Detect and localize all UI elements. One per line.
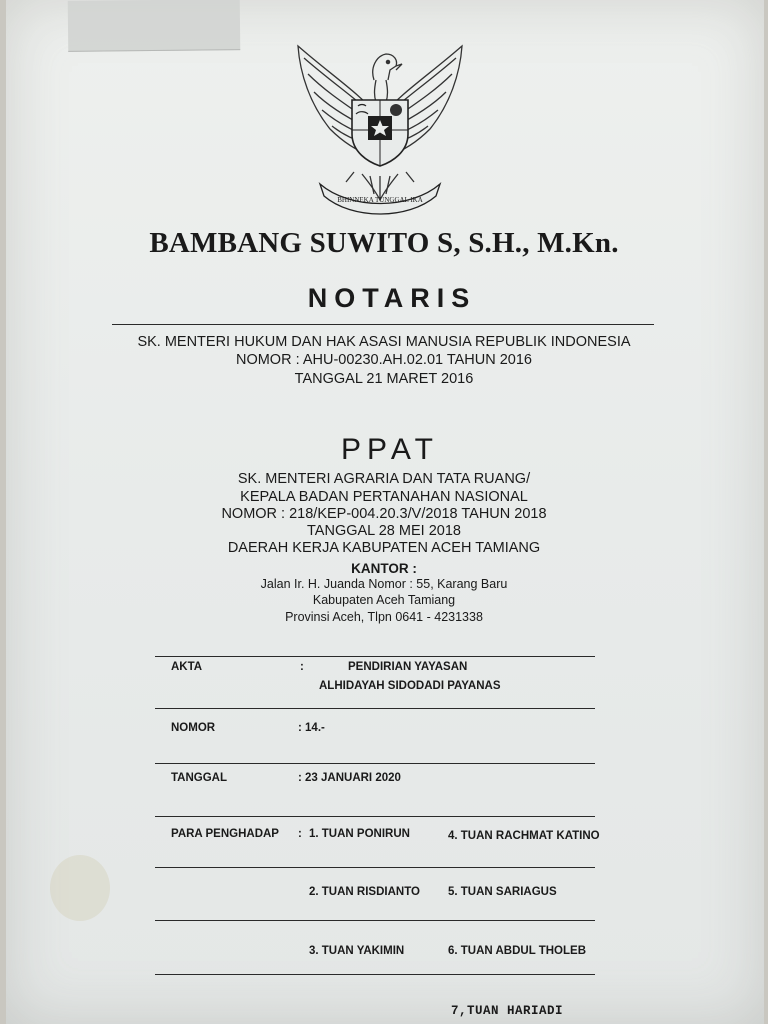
kantor-label: KANTOR : (351, 561, 417, 576)
table-rule (155, 816, 595, 817)
table-rule (155, 974, 595, 975)
garuda-emblem-icon (290, 34, 470, 216)
tape-strip (68, 0, 241, 52)
ppat-line1: SK. MENTERI AGRARIA DAN TATA RUANG/ (237, 471, 531, 487)
notaris-sk-line2: NOMOR : AHU-00230.AH.02.01 TAHUN 2016 (235, 352, 533, 368)
penghadap-colon: : (298, 828, 302, 840)
notaris-title: NOTARIS (307, 283, 477, 313)
penghadap-item-typed: 7,TUAN HARIADI (451, 1004, 564, 1018)
table-rule (155, 656, 595, 657)
penghadap-label: PARA PENGHADAP (171, 828, 279, 840)
ppat-line3: NOMOR : 218/KEP-004.20.3/V/2018 TAHUN 2018 (221, 506, 547, 522)
table-rule (155, 708, 595, 709)
notaris-sk-line1: SK. MENTERI HUKUM DAN HAK ASASI MANUSIA REPUBLIK INDONESIA (137, 334, 631, 350)
penghadap-item: 1. TUAN PONIRUN (309, 828, 410, 840)
kantor-address-line1: Jalan Ir. H. Juanda Nomor : 55, Karang Baru (260, 577, 508, 591)
table-rule (155, 763, 595, 764)
tanggal-label: TANGGAL (171, 772, 228, 784)
nomor-label: NOMOR (171, 722, 216, 734)
penghadap-item: 2. TUAN RISDIANTO (309, 886, 420, 898)
akta-value-line2: ALHIDAYAH SIDODADI PAYANAS (319, 680, 501, 692)
tanggal-value: : 23 JANUARI 2020 (298, 772, 401, 784)
penghadap-item: 6. TUAN ABDUL THOLEB (448, 945, 586, 957)
table-rule (155, 920, 595, 921)
notaris-sk-line3: TANGGAL 21 MARET 2016 (294, 371, 474, 387)
akta-colon: : (300, 661, 304, 673)
paper-stain (50, 855, 110, 921)
kantor-address-line3: Provinsi Aceh, Tlpn 0641 - 4231338 (285, 610, 483, 624)
penghadap-item: 5. TUAN SARIAGUS (448, 886, 557, 898)
akta-label: AKTA (171, 661, 203, 673)
kantor-address-line2: Kabupaten Aceh Tamiang (312, 593, 456, 607)
ppat-title: PPAT (341, 433, 439, 466)
ppat-line2: KEPALA BADAN PERTANAHAN NASIONAL (240, 489, 528, 505)
emblem-motto: BHINNEKA TUNGGAL IKA (337, 196, 423, 204)
penghadap-item: 3. TUAN YAKIMIN (309, 945, 405, 957)
notary-name: BAMBANG SUWITO S, S.H., M.Kn. (149, 227, 619, 259)
table-rule (155, 867, 595, 868)
nomor-value: : 14.- (298, 722, 325, 734)
akta-value-line1: PENDIRIAN YAYASAN (348, 661, 468, 673)
divider-line (112, 324, 654, 325)
ppat-line5: DAERAH KERJA KABUPATEN ACEH TAMIANG (227, 540, 541, 556)
penghadap-item: 4. TUAN RACHMAT KATINO (448, 830, 600, 842)
ppat-line4: TANGGAL 28 MEI 2018 (307, 523, 461, 539)
